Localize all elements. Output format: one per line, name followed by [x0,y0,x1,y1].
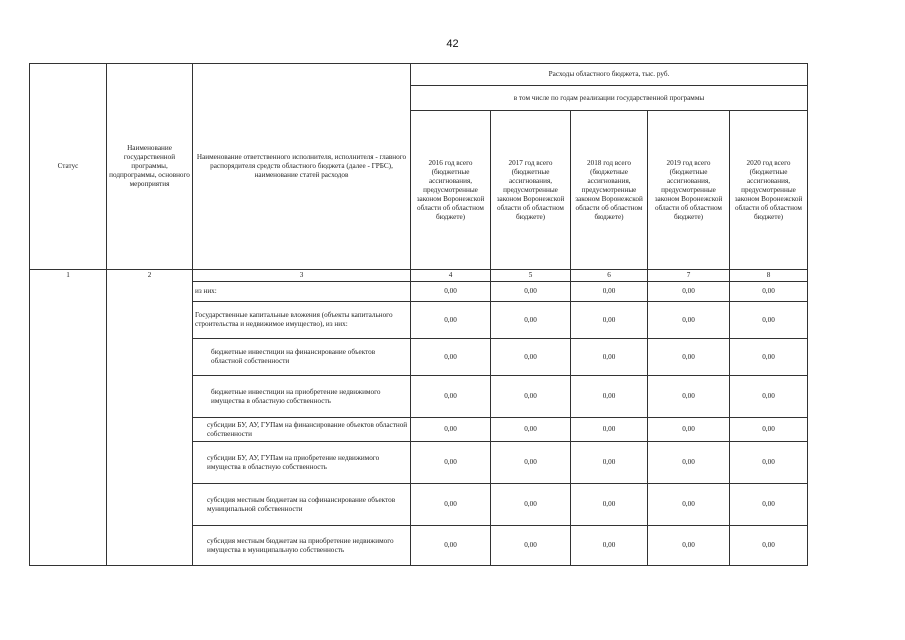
value-2016: 0,00 [411,484,491,526]
header-year-2017: 2017 год всего (бюджетные ассигнования, предусмотренные законом Воронежской области об областном бюджете) [491,111,571,270]
budget-table [29,63,808,566]
value-2020: 0,00 [730,442,808,484]
page-number: 42 [446,38,459,50]
header-status: Статус [30,64,107,270]
value-2019: 0,00 [648,376,730,418]
value-2017: 0,00 [491,376,571,418]
value-2019: 0,00 [648,484,730,526]
status-cell-empty [30,282,107,566]
value-2018: 0,00 [571,376,648,418]
value-2016: 0,00 [411,442,491,484]
value-2019: 0,00 [648,302,730,339]
header-row-1 [30,64,808,86]
value-2018: 0,00 [571,282,648,302]
column-number: 5 [491,270,571,282]
column-number: 7 [648,270,730,282]
value-2016: 0,00 [411,302,491,339]
value-2019: 0,00 [648,418,730,442]
value-2020: 0,00 [730,526,808,566]
header-by-years: в том числе по годам реализации государственной программы [411,86,808,111]
header-expenses: Расходы областного бюджета, тыс. руб. [411,64,808,86]
value-2018: 0,00 [571,302,648,339]
column-number: 8 [730,270,808,282]
value-2020: 0,00 [730,302,808,339]
value-2020: 0,00 [730,282,808,302]
value-2018: 0,00 [571,339,648,376]
value-2020: 0,00 [730,484,808,526]
value-2018: 0,00 [571,442,648,484]
value-2017: 0,00 [491,442,571,484]
row-label: бюджетные инвестиции на финансирование объектов областной собственности [193,339,411,376]
value-2017: 0,00 [491,526,571,566]
header-year-2018: 2018 год всего (бюджетные ассигнования, предусмотренные законом Воронежской области об областном бюджете) [571,111,648,270]
header-program-name: Наименование государственной программы, подпрограммы, основного мероприятия [107,64,193,270]
value-2017: 0,00 [491,339,571,376]
header-year-2019: 2019 год всего (бюджетные ассигнования, предусмотренные законом Воронежской области об областном бюджете) [648,111,730,270]
row-label: субсидия местным бюджетам на приобретение недвижимого имущества в муниципальную собственность [193,526,411,566]
value-2019: 0,00 [648,339,730,376]
value-2017: 0,00 [491,418,571,442]
column-number: 6 [571,270,648,282]
column-number: 3 [193,270,411,282]
row-label: из них: [193,282,411,302]
value-2020: 0,00 [730,418,808,442]
column-number: 4 [411,270,491,282]
column-numbers-row [30,270,808,282]
column-number: 1 [30,270,107,282]
value-2016: 0,00 [411,418,491,442]
header-executor: Наименование ответственного исполнителя, исполнителя - главного распорядителя средств областного бюджета (далее - ГРБС), наименование статей расходов [193,64,411,270]
value-2020: 0,00 [730,339,808,376]
value-2019: 0,00 [648,442,730,484]
value-2018: 0,00 [571,526,648,566]
row-label: Государственные капитальные вложения (объекты капитального строительства и недвижимое имущество), из них: [193,302,411,339]
header-year-2020: 2020 год всего (бюджетные ассигнования, предусмотренные законом Воронежской области об областном бюджете) [730,111,808,270]
value-2018: 0,00 [571,484,648,526]
row-label: субсидии БУ, АУ, ГУПам на приобретение недвижимого имущества в областную собственность [193,442,411,484]
row-label: бюджетные инвестиции на приобретение недвижимого имущества в областную собственность [193,376,411,418]
row-label: субсидия местным бюджетам на софинансирование объектов муниципальной собственности [193,484,411,526]
row-label: субсидии БУ, АУ, ГУПам на финансирование объектов областной собственности [193,418,411,442]
value-2017: 0,00 [491,302,571,339]
value-2016: 0,00 [411,526,491,566]
value-2017: 0,00 [491,282,571,302]
value-2016: 0,00 [411,282,491,302]
value-2016: 0,00 [411,339,491,376]
value-2018: 0,00 [571,418,648,442]
value-2019: 0,00 [648,526,730,566]
column-number: 2 [107,270,193,282]
value-2017: 0,00 [491,484,571,526]
header-year-2016: 2016 год всего (бюджетные ассигнования, предусмотренные законом Воронежской области об областном бюджете) [411,111,491,270]
value-2020: 0,00 [730,376,808,418]
table-row [30,282,808,302]
value-2016: 0,00 [411,376,491,418]
value-2019: 0,00 [648,282,730,302]
program-name-cell-empty [107,282,193,566]
